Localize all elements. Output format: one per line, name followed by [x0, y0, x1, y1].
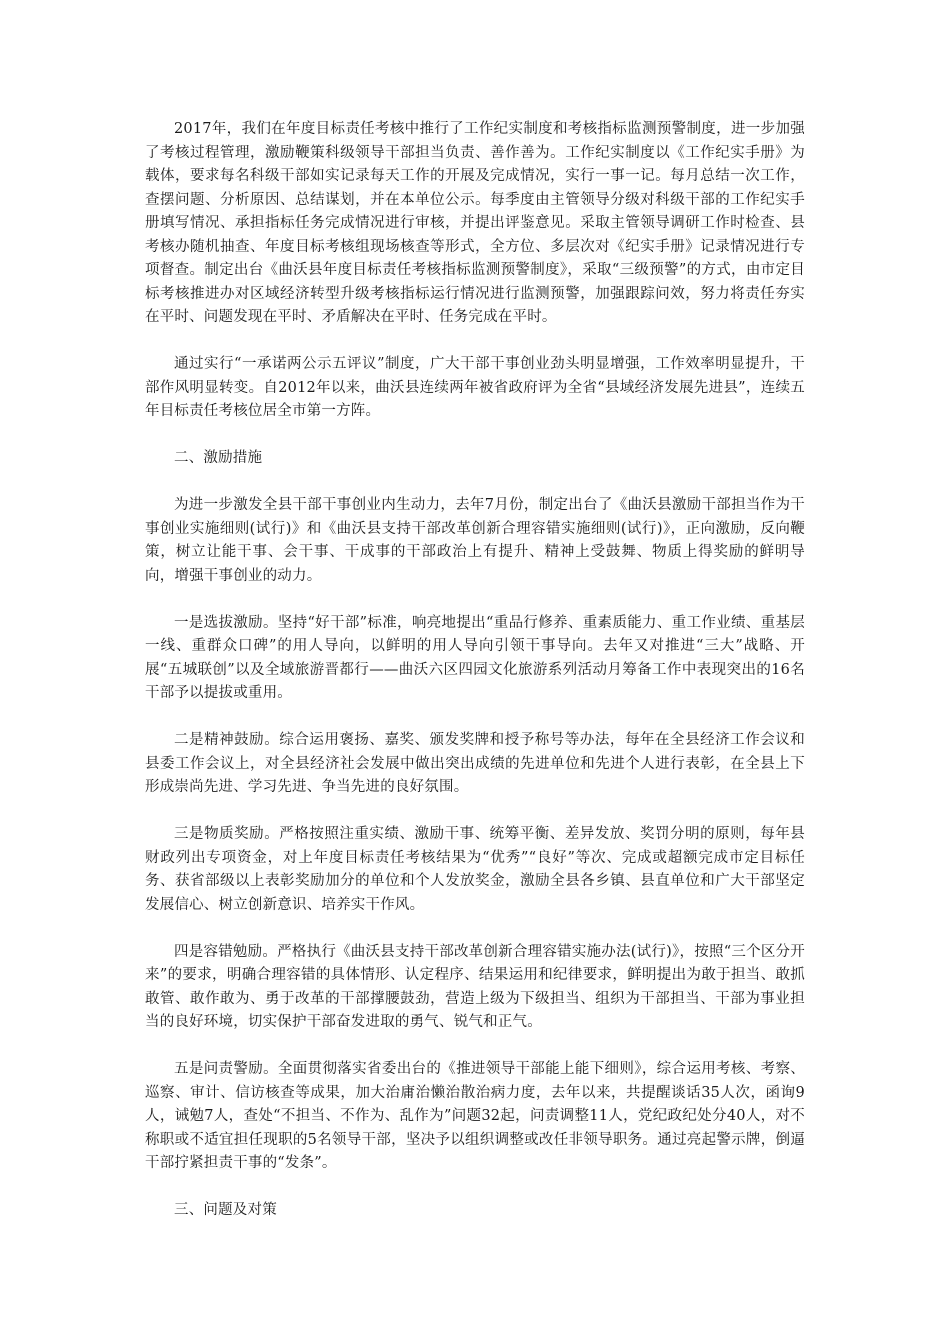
paragraph-assessment-system: 2017年，我们在年度目标责任考核中推行了工作纪实制度和考核指标监测预警制度，进一步加强了考核过程管理，激励鞭策科级领导干部担当负责、善作善为。工作纪实制度以《工作纪实手册》为载体，要求每名科级干部如实记录每天工作的开展及完成情况，实行一事一记。每月总结一次工作，查摆问题、分析原因、总结谋划，并在本单位公示。每季度由主管领导分级对科级干部的工作纪实手册填写情况、承担指标任务完成情况进行审核，并提出评鉴意见。采取主管领导调研工作时检查、县考核办随机抽查、年度目标考核组现场核查等形式，全方位、多层次对《纪实手册》记录情况进行专项督查。制定出台《曲沃县年度目标责任考核指标监测预警制度》，采取“三级预警”的方式，由市定目标考核推进办对区域经济转型升级考核指标运行情况进行监测预警，加强跟踪问效，努力将责任夯实在平时、问题发现在平时、矛盾解决在平时、任务完成在平时。 [145, 121, 805, 325]
paragraph-selection-incentive: 一是选拔激励。坚持“好干部”标准，响亮地提出“重品行修养、重素质能力、重工作业绩、重基层一线、重群众口碑”的用人导向，以鲜明的用人导向引领干事导向。去年又对推进“三大”战略、开展“五城联创”以及全域旅游晋都行——曲沃六区四园文化旅游系列活动月筹备工作中表现突出的16名干部予以提拔或重用。 [145, 614, 805, 701]
section-heading-incentives: 二、激励措施 [174, 450, 263, 466]
section-heading-problems: 三、问题及对策 [174, 1202, 277, 1218]
paragraph-error-tolerance: 四是容错勉励。严格执行《曲沃县支持干部改革创新合理容错实施办法(试行)》，按照“三个区分开来”的要求，明确合理容错的具体情形、认定程序、结果运用和纪律要求，鲜明提出为敢于担当、敢抓敢管、敢作敢为、勇于改革的干部撑腰鼓劲，营造上级为下级担当、组织为干部担当、干部为事业担当的良好环境，切实保护干部奋发进取的勇气、锐气和正气。 [145, 943, 805, 1030]
paragraph-material-reward: 三是物质奖励。严格按照注重实绩、激励干事、统筹平衡、差异发放、奖罚分明的原则，每年县财政列出专项资金，对上年度目标责任考核结果为“优秀”“良好”等次、完成或超额完成市定目标任务、获省部级以上表彰奖励加分的单位和个人发放奖金，激励全县各乡镇、县直单位和广大干部坚定发展信心、树立创新意识、培养实干作风。 [145, 826, 805, 913]
paragraph-incentive-intro: 为进一步激发全县干部干事创业内生动力，去年7月份，制定出台了《曲沃县激励干部担当作为干事创业实施细则(试行)》和《曲沃县支持干部改革创新合理容错实施细则(试行)》，正向激励，反向鞭策，树立让能干事、会干事、干成事的干部政治上有提升、精神上受鼓舞、物质上得奖励的鲜明导向，增强干事创业的动力。 [145, 497, 805, 584]
paragraph-spiritual-encouragement: 二是精神鼓励。综合运用褒扬、嘉奖、颁发奖牌和授予称号等办法，每年在全县经济工作会议和县委工作会议上，对全县经济社会发展中做出突出成绩的先进单位和先进个人进行表彰，在全县上下形成崇尚先进、学习先进、争当先进的良好氛围。 [145, 732, 805, 795]
paragraph-accountability: 五是问责警励。全面贯彻落实省委出台的《推进领导干部能上能下细则》，综合运用考核、考察、巡察、审计、信访核查等成果，加大治庸治懒治散治病力度，去年以来，共提醒谈话35人次，函询9人，诫勉7人，查处“不担当、不作为、乱作为”问题32起，问责调整11人，党纪政纪处分40人，对不称职或不适宜担任现职的5名领导干部，坚决予以组织调整或改任非领导职务。通过亮起警示牌，倒逼干部拧紧担责干事的“发条”。 [145, 1061, 805, 1171]
document-page [145, 118, 805, 1246]
paragraph-results: 通过实行“一承诺两公示五评议”制度，广大干部干事创业劲头明显增强，工作效率明显提升，干部作风明显转变。自2012年以来，曲沃县连续两年被省政府评为全省“县域经济发展先进县”，连续五年目标责任考核位居全市第一方阵。 [145, 356, 805, 419]
